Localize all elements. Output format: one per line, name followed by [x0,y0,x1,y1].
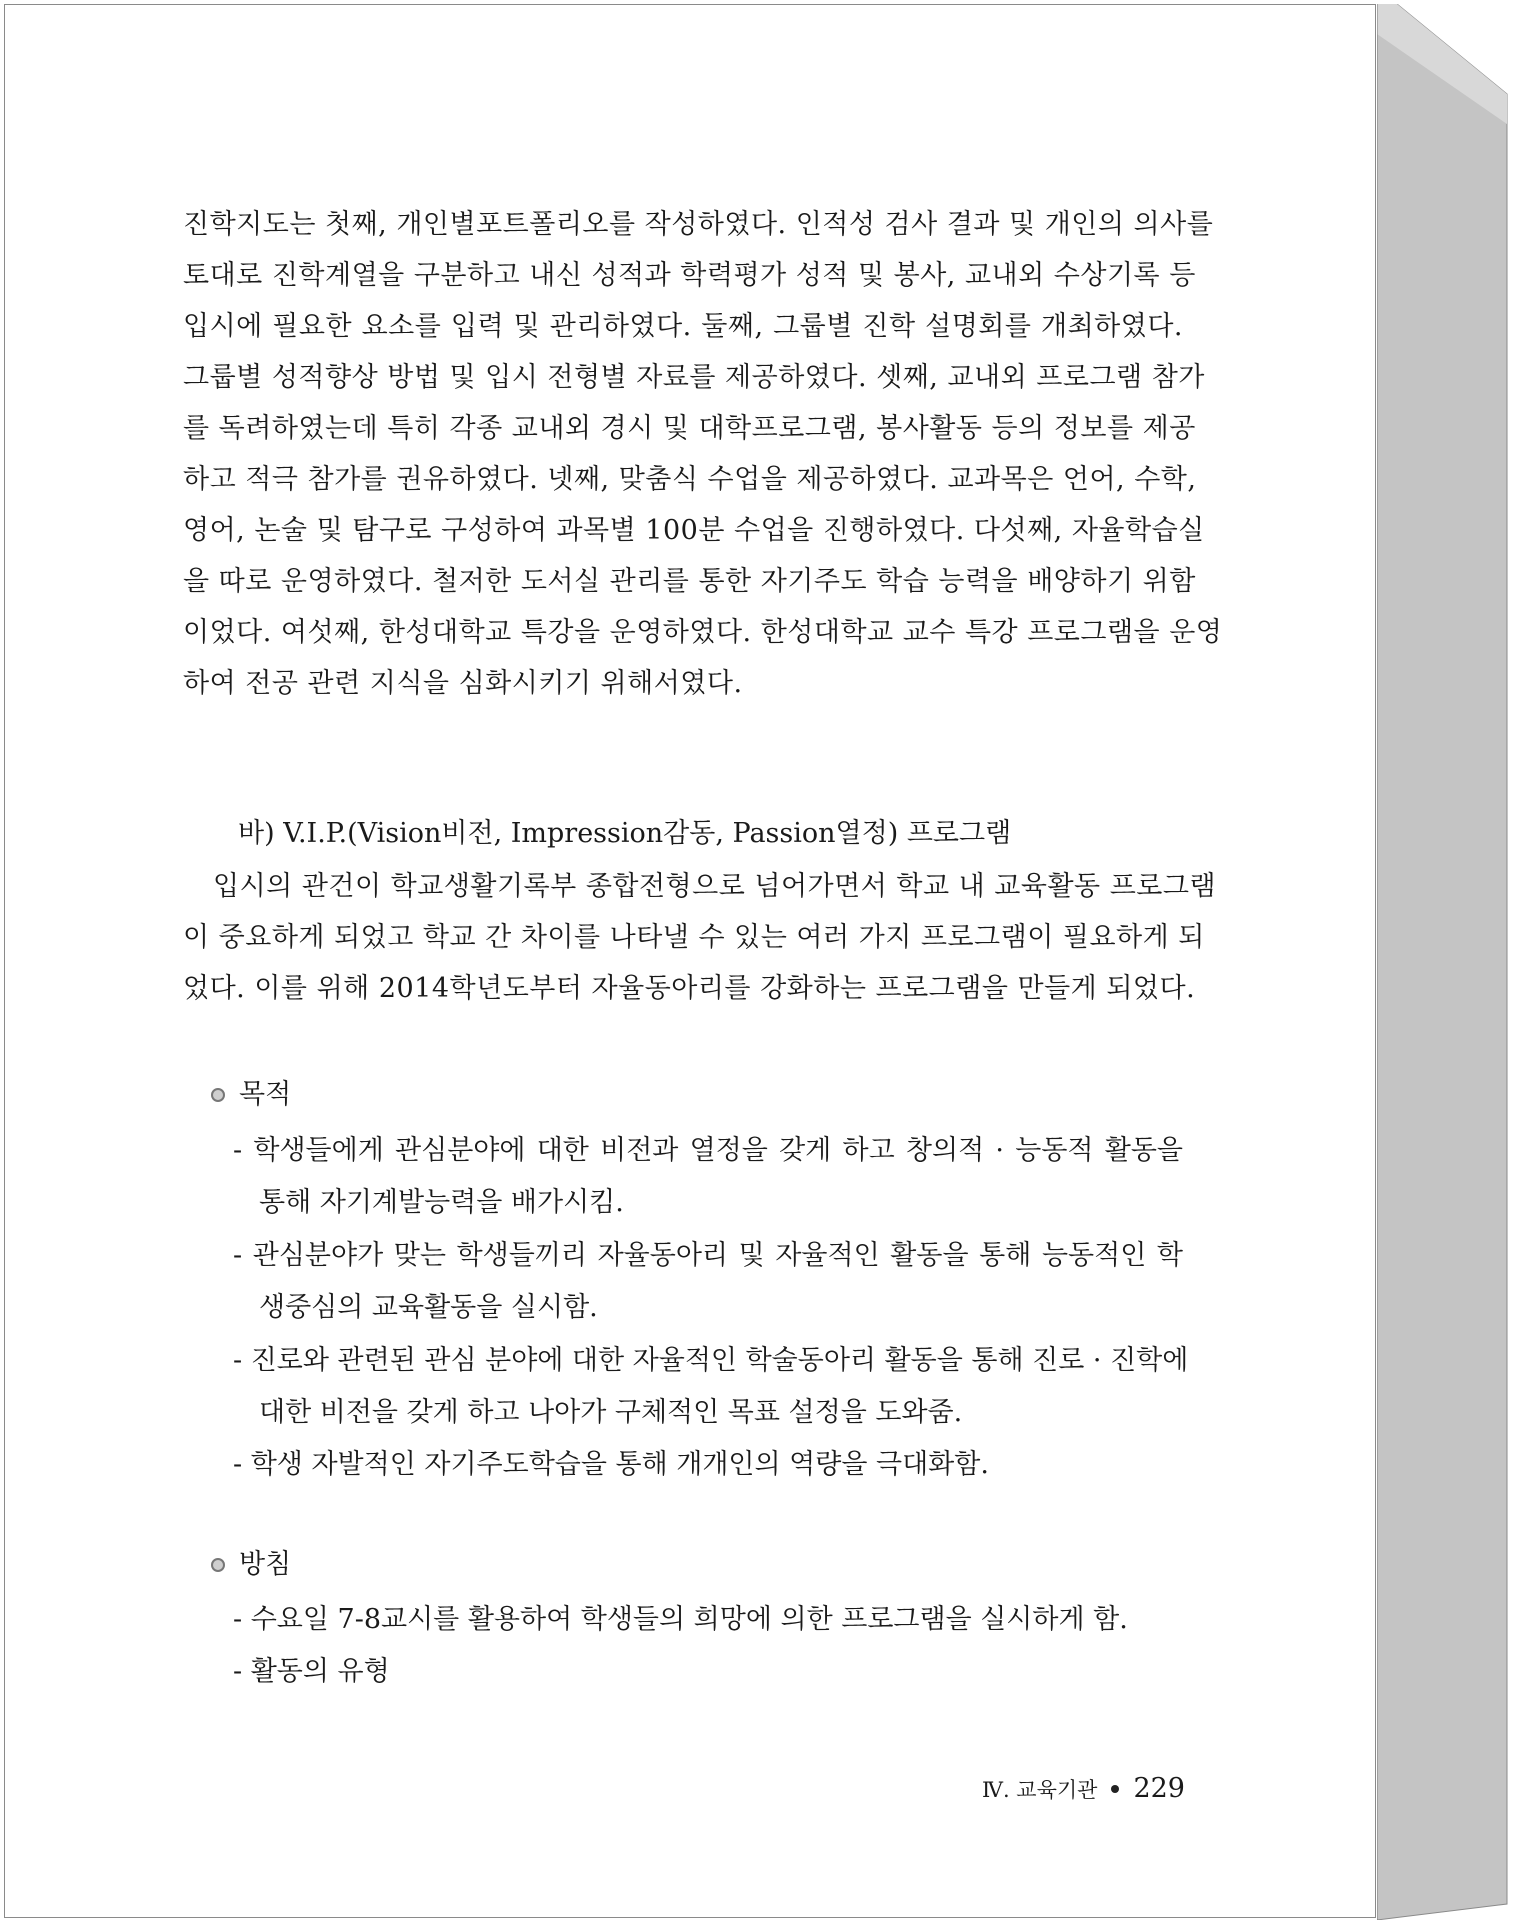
bullet-icon [211,1088,225,1102]
list-item-line: 생중심의 교육활동을 실시함. [259,1292,598,1323]
list-item [233,1594,1183,1646]
intro-paragraph [183,199,1223,709]
purpose-heading [211,1075,291,1115]
list-item [233,1646,1183,1698]
page-footer [965,1773,1185,1804]
paragraph-line: 그룹별 성적향상 방법 및 입시 전형별 자료를 제공하였다. 셋째, 교내외 프로그램 참가 [183,362,1205,393]
bullet-icon [211,1558,225,1572]
paragraph-line: 이 중요하게 되었고 학교 간 차이를 나타낼 수 있는 여러 가지 프로그램이 필요하게 되 [183,922,1205,953]
paragraph-line: 영어, 논술 및 탐구로 구성하여 과목별 100분 수업을 진행하였다. 다섯째, 자율학습실 [183,515,1205,546]
list-item-line: 대한 비전을 갖게 하고 나아가 구체적인 목표 설정을 도와줌. [259,1397,963,1428]
list-item-line: 통해 자기계발능력을 배가시킴. [259,1187,624,1218]
list-item-line: - 진로와 관련된 관심 분야에 대한 자율적인 학술동아리 활동을 통해 진로 · 진학에 [233,1345,1189,1376]
list-item [233,1230,1183,1334]
policy-title: 방침 [239,1549,292,1580]
paragraph-line: 진학지도는 첫째, 개인별포트폴리오를 작성하였다. 인적성 검사 결과 및 개인의 의사를 [183,209,1214,240]
list-item-line: - 수요일 7-8교시를 활용하여 학생들의 희망에 의한 프로그램을 실시하게 함. [233,1604,1128,1635]
policy-heading [211,1545,291,1585]
purpose-title: 목적 [239,1079,292,1110]
list-item-line: - 활동의 유형 [233,1656,390,1687]
paragraph-line: 을 따로 운영하였다. 철저한 도서실 관리를 통한 자기주도 학습 능력을 배양하기 위함 [183,566,1196,597]
paragraph-line: 하여 전공 관련 지식을 심화시키기 위해서였다. [183,668,743,699]
list-item-line: - 학생 자발적인 자기주도학습을 통해 개개인의 역량을 극대화함. [233,1449,989,1480]
paragraph-line: 이었다. 여섯째, 한성대학교 특강을 운영하였다. 한성대학교 교수 특강 프로그램을 운영 [183,617,1223,648]
paragraph-line: 하고 적극 참가를 권유하였다. 넷째, 맞춤식 수업을 제공하였다. 교과목은 언어, 수학, [183,464,1197,495]
list-item [233,1335,1189,1439]
paragraph-line: 를 독려하였는데 특히 각종 교내외 경시 및 대학프로그램, 봉사활동 등의 정보를 제공 [183,413,1196,444]
paragraph-line: 었다. 이를 위해 2014학년도부터 자율동아리를 강화하는 프로그램을 만들게 되었다. [183,973,1196,1004]
list-item-line: - 관심분야가 맞는 학생들끼리 자율동아리 및 자율적인 활동을 통해 능동적인 학 [233,1240,1183,1271]
list-item-line: - 학생들에게 관심분야에 대한 비전과 열정을 갖게 하고 창의적 · 능동적 활동을 [233,1135,1183,1166]
section-paragraph [183,861,1217,1014]
section-heading: 바) V.I.P.(Vision비전, Impression감동, Passion열정) 프로그램 [238,818,1012,849]
paragraph-line: 토대로 진학계열을 구분하고 내신 성적과 학력평가 성적 및 봉사, 교내외 수상기록 등 [183,260,1196,291]
page-number: 229 [1133,1773,1185,1804]
book-edge-shading [1377,4,1517,1920]
list-item [233,1125,1183,1229]
paragraph-line: 입시에 필요한 요소를 입력 및 관리하였다. 둘째, 그룹별 진학 설명회를 개최하였다. [183,311,1183,342]
paragraph-line: 입시의 관건이 학교생활기록부 종합전형으로 넘어가면서 학교 내 교육활동 프로그램 [213,871,1217,902]
bullet-separator-icon [1111,1785,1119,1793]
list-item [233,1439,1183,1491]
document-page [4,4,1376,1918]
footer-section-label: Ⅳ. 교육기관 [981,1777,1098,1802]
